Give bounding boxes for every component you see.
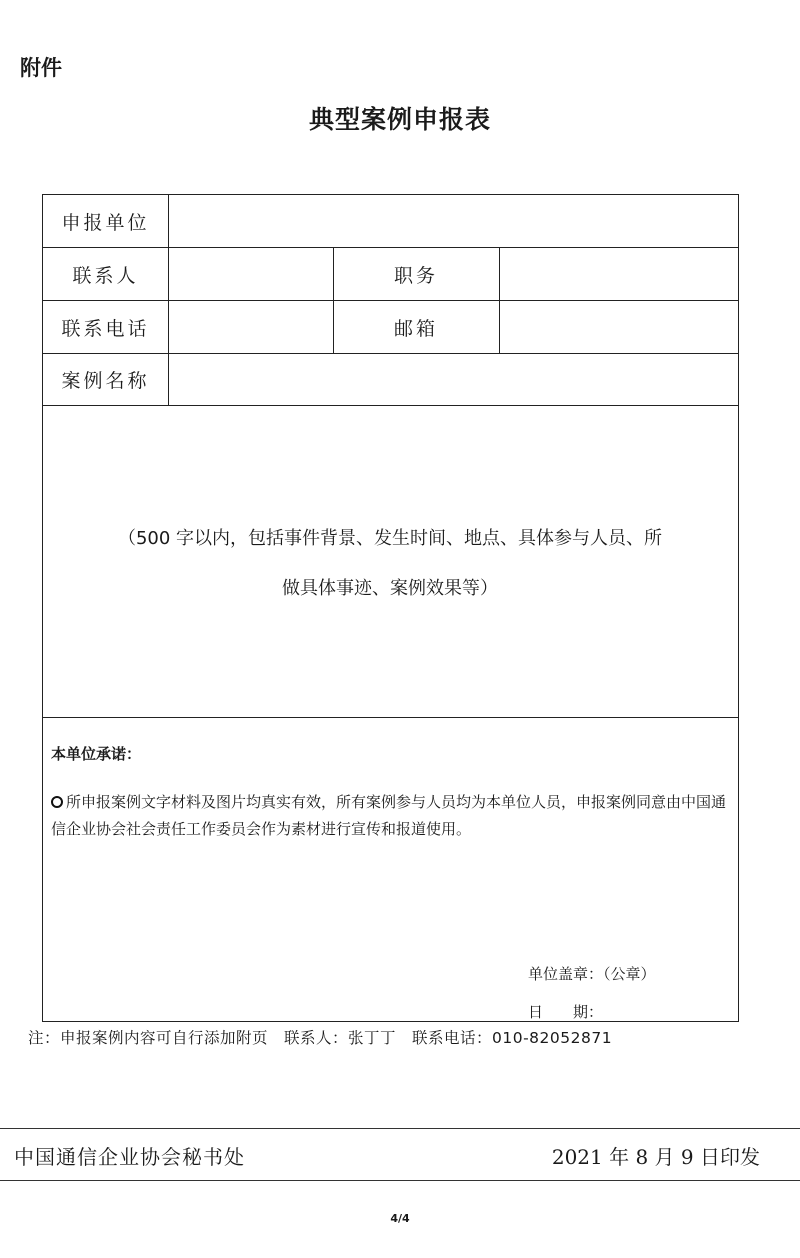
row-divider bbox=[43, 405, 738, 406]
label-applicant-unit: 申报单位 bbox=[61, 212, 150, 234]
position-field[interactable] bbox=[501, 250, 736, 298]
pledge-text bbox=[51, 789, 731, 843]
footer-top-rule bbox=[0, 1128, 800, 1129]
footnote: 注：申报案例内容可自行添加附页 联系人：张丁丁 联系电话：010-82052871 bbox=[28, 1029, 613, 1047]
row-divider bbox=[43, 247, 738, 248]
footer-bottom-rule bbox=[0, 1180, 800, 1181]
circle-bullet-icon bbox=[51, 796, 63, 808]
row-divider bbox=[43, 353, 738, 354]
email-field[interactable] bbox=[501, 303, 736, 351]
content-hint-line1: （500 字以内，包括事件背景、发生时间、地点、具体参与人员、所 bbox=[117, 528, 663, 549]
date-label: 日 期： bbox=[528, 1003, 604, 1021]
applicant-unit-field[interactable] bbox=[170, 197, 736, 245]
footer-issue-date: 2021 年 8 月 9 日印发 bbox=[551, 1145, 760, 1169]
case-content-area[interactable] bbox=[43, 407, 737, 715]
pledge-title: 本单位承诺： bbox=[51, 745, 142, 763]
label-email: 邮箱 bbox=[393, 318, 438, 340]
content-hint-line2: 做具体事迹、案例效果等） bbox=[282, 578, 498, 599]
pledge-text-body: 所申报案例文字材料及图片均真实有效，所有案例参与人员均为本单位人员，申报案例同意由中国通信企业协会社会责任工作委员会作为素材进行宣传和报道使用。 bbox=[51, 793, 727, 838]
label-position: 职务 bbox=[393, 265, 438, 287]
page-number: 4/4 bbox=[390, 1212, 410, 1225]
row-divider bbox=[43, 717, 738, 718]
footer-issuer: 中国通信企业协会秘书处 bbox=[14, 1145, 245, 1169]
seal-label: 单位盖章：（公章） bbox=[528, 965, 656, 983]
attachment-label: 附件 bbox=[20, 56, 62, 80]
contact-phone-field[interactable] bbox=[170, 303, 331, 351]
contact-person-field[interactable] bbox=[170, 250, 331, 298]
label-case-name: 案例名称 bbox=[61, 370, 150, 392]
label-contact-person: 联系人 bbox=[72, 265, 139, 287]
application-form-table bbox=[42, 194, 739, 1022]
label-contact-phone: 联系电话 bbox=[61, 318, 150, 340]
column-divider bbox=[168, 195, 169, 405]
row-divider bbox=[43, 300, 738, 301]
page-title: 典型案例申报表 bbox=[308, 105, 491, 134]
case-name-field[interactable] bbox=[170, 356, 736, 403]
column-divider bbox=[499, 247, 500, 353]
